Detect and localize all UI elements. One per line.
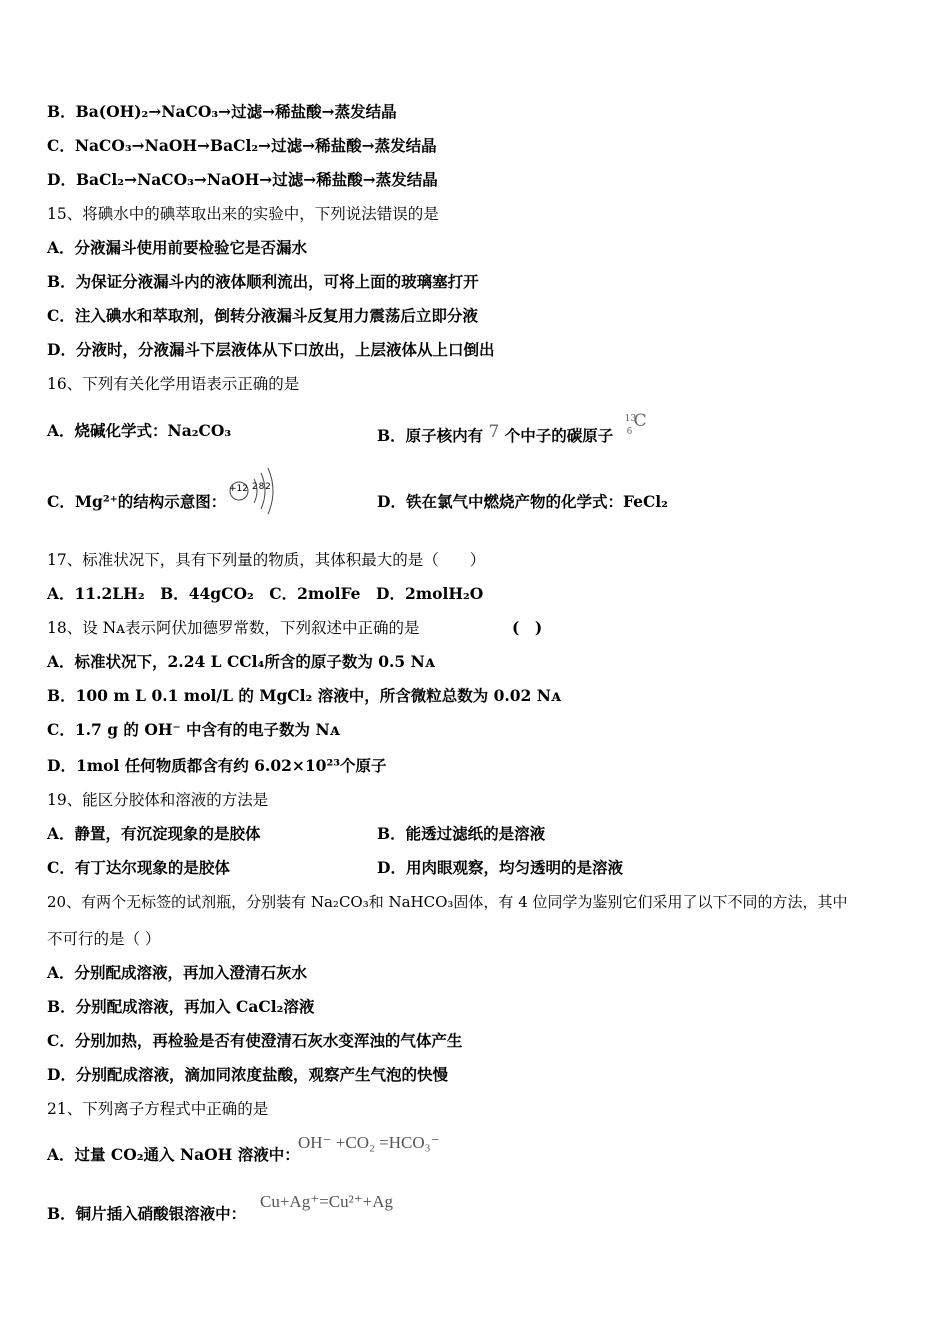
q16-option-b-text: B．原子核内有 — [377, 426, 484, 445]
shell-electrons: 2 8 2 — [252, 482, 270, 492]
carbon-isotope-symbol — [619, 411, 649, 441]
q20-option-d: D．分别配成溶液，滴加同浓度盐酸，观察产生气泡的快慢 — [47, 1065, 448, 1084]
q19-option-d: D．用肉眼观察，均匀透明的是溶液 — [377, 858, 623, 877]
q15-option-a: A．分液漏斗使用前要检验它是否漏水 — [47, 238, 308, 257]
q19-option-a: A．静置，有沉淀现象的是胶体 — [47, 824, 261, 843]
atomic-number: 6 — [626, 427, 633, 437]
q18-option-a: A．标准状况下，2.24 L CCl₄所含的原子数为 0.5 Nᴀ — [47, 652, 435, 671]
q18-stem: 18、设 Nᴀ表示阿伏加德罗常数，下列叙述中正确的是 — [47, 619, 420, 637]
q21-stem: 21、下列离子方程式中正确的是 — [47, 1100, 269, 1118]
q20-option-c: C．分别加热，再检验是否有使澄清石灰水变浑浊的气体产生 — [47, 1031, 463, 1050]
q14-option-b: B．Ba(OH)₂→NaCO₃→过滤→稀盐酸→蒸发结晶 — [47, 102, 397, 121]
q20-option-b: B．分别配成溶液，再加入 CaCl₂溶液 — [47, 997, 315, 1016]
q16-option-c — [47, 492, 226, 512]
nucleus-charge: +12 — [229, 484, 248, 494]
element-symbol: C — [633, 411, 647, 431]
q15-stem: 15、将碘水中的碘萃取出来的实验中，下列说法错误的是 — [47, 205, 439, 223]
q20-option-a: A．分别配成溶液，再加入澄清石灰水 — [47, 963, 308, 982]
q14-option-d: D．BaCl₂→NaCO₃→NaOH→过滤→稀盐酸→蒸发结晶 — [47, 170, 438, 189]
q16-option-c-text: C．Mg²⁺的结构示意图： — [47, 492, 227, 511]
q19-stem: 19、能区分胶体和溶液的方法是 — [47, 791, 269, 809]
q19-option-b: B．能透过滤纸的是溶液 — [377, 824, 546, 843]
q19-option-c: C．有丁达尔现象的是胶体 — [47, 858, 230, 877]
mg-ion-structure-diagram — [226, 465, 278, 515]
q16-option-a: A．烧碱化学式：Na₂CO₃ — [47, 421, 232, 440]
q17-options: A．11.2LH₂ B．44gCO₂ C．2molFe D．2molH₂O — [47, 584, 484, 603]
q14-option-c: C．NaCO₃→NaOH→BaCl₂→过滤→稀盐酸→蒸发结晶 — [47, 136, 437, 155]
q21-option-b-equation: Cu+Ag⁺=Cu²⁺+Ag — [260, 1192, 394, 1211]
q18-option-b: B．100 m L 0.1 mol/L 的 MgCl₂ 溶液中，所含微粒总数为 0.02 Nᴀ — [47, 686, 561, 705]
q16-stem: 16、下列有关化学用语表示正确的是 — [47, 375, 300, 393]
q21-option-b: B．铜片插入硝酸银溶液中： — [47, 1204, 247, 1223]
q20-stem-line2: 不可行的是（ ） — [47, 930, 161, 948]
q18-option-c: C．1.7 g 的 OH⁻ 中含有的电子数为 Nᴀ — [47, 720, 340, 739]
q20-stem-line1: 20、有两个无标签的试剂瓶，分别装有 Na₂CO₃和 NaHCO₃固体，有 4 位同学为鉴别它们采用了以下不同的方法，其中 — [47, 893, 848, 911]
q21-option-a: A．过量 CO₂通入 NaOH 溶液中： — [47, 1145, 300, 1164]
q21-option-a-equation: OH⁻ +CO₂ =HCO₃⁻ — [298, 1133, 440, 1152]
q18-answer-paren: ( ) — [512, 618, 543, 637]
q15-option-c: C．注入碘水和萃取剂，倒转分液漏斗反复用力震荡后立即分液 — [47, 306, 478, 325]
q16-option-d: D．铁在氯气中燃烧产物的化学式：FeCl₂ — [377, 492, 668, 511]
q17-stem: 17、标准状况下，具有下列量的物质，其体积最大的是（ ） — [47, 551, 486, 569]
q18-option-d: D．1mol 任何物质都含有约 6.02×10²³个原子 — [47, 756, 387, 775]
q16-option-b — [377, 411, 649, 446]
q16-option-b-neutron-count: 7 — [488, 422, 500, 442]
q15-option-b: B．为保证分液漏斗内的液体顺利流出，可将上面的玻璃塞打开 — [47, 272, 479, 291]
mass-number: 13 — [624, 414, 637, 424]
q15-option-d: D．分液时，分液漏斗下层液体从下口放出，上层液体从上口倒出 — [47, 340, 495, 359]
q16-option-b-text2: 个中子的碳原子 — [504, 426, 614, 445]
